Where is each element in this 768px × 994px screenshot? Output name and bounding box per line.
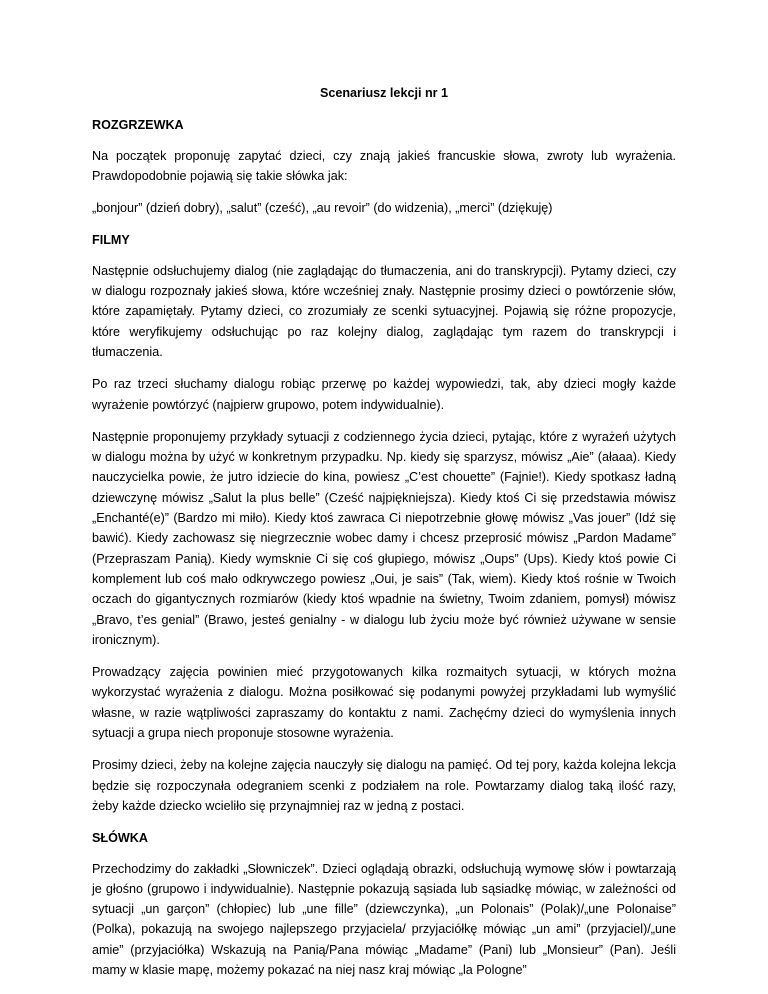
section-heading-rozgrzewka: ROZGRZEWKA bbox=[92, 118, 184, 133]
paragraph: Po raz trzeci słuchamy dialogu robiąc przerwę po każdej wypowiedzi, tak, aby dzieci mogły każde wyrażenie powtórzyć (najpierw grupowo, potem indywidualnie). bbox=[92, 377, 676, 412]
paragraph: Na początek proponuję zapytać dzieci, czy znają jakieś francuskie słowa, zwroty lub wyrażenia. Prawdopodobnie pojawią się takie słówka jak: bbox=[92, 148, 676, 183]
paragraph: Przechodzimy do zakładki „Słowniczek”. Dzieci oglądają obrazki, odsłuchują wymowę słów i powtarzają je głośno (grupowo i indywidualnie). Następnie pokazują sąsiada lub sąsiadkę mówiąc, w zależności od sytuacji „un garçon” (chłopiec) lub „une fille” (dziewczynka), „un Polonais” (Polak)/„une Polonaise” (Polka), pokazują na swojego najlepszego przyjaciela/ przyjaciółkę mówiąc „un ami” (przyjaciel)/„une amie” (przyjaciółka) Wskazują na Panią/Pana mówiąc „Madame” (Pani) lub „Monsieur” (Pan). Jeśli mamy w klasie mapę, możemy pokazać na niej nasz kraj mówiąc „la Pologne” bbox=[92, 861, 676, 977]
page-title: Scenariusz lekcji nr 1 bbox=[319, 86, 449, 100]
section-heading-slowka: SŁÓWKA bbox=[92, 831, 148, 846]
section-heading-filmy: FILMY bbox=[92, 233, 130, 248]
paragraph: „bonjour” (dzień dobry), „salut” (cześć), „au revoir” (do widzenia), „merci” (dziękuję) bbox=[92, 201, 553, 216]
paragraph: Następnie odsłuchujemy dialog (nie zaglądając do tłumaczenia, ani do transkrypcji). Pytamy dzieci, czy w dialogu rozpoznały jakieś słowa, które wcześniej znały. Następnie prosimy dzieci o powtórzenie słów, które zapamiętały. Pytamy dzieci, co zrozumiały ze scenki sytuacyjnej. Pojawią się różne propozycje, które weryfikujemy odsłuchując po raz kolejny dialog, zaglądając tym razem do transkrypcji i tłumaczenia. bbox=[92, 263, 676, 359]
paragraph: Prowadzący zajęcia powinien mieć przygotowanych kilka rozmaitych sytuacji, w których można wykorzystać wyrażenia z dialogu. Można posiłkować się podanymi powyżej przykładami lub wymyślić własne, w razie wątpliwości zapraszamy do kontaktu z nami. Zachęćmy dzieci do wymyślenia innych sytuacji a grupa niech proponuje stosowne wyrażenia. bbox=[92, 665, 676, 741]
paragraph: Prosimy dzieci, żeby na kolejne zajęcia nauczyły się dialogu na pamięć. Od tej pory, każda kolejna lekcja będzie się rozpoczynała odegraniem scenki z podziałem na role. Powtarzamy dialog taką ilość razy, żeby każde dziecko wcieliło się przynajmniej raz w jedną z postaci. bbox=[92, 758, 676, 813]
paragraph: Następnie proponujemy przykłady sytuacji z codziennego życia dzieci, pytając, które z wyrażeń użytych w dialogu można by użyć w konkretnym przypadku. Np. kiedy się sparzysz, mówisz „Aie” (ałaaa). Kiedy nauczycielka powie, że jutro idziecie do kina, powiesz „C’est chouette” (Fajnie!). Kiedy spotkasz ładną dziewczynę mówisz „Salut la plus belle” (Cześć najpiękniejsza). Kiedy ktoś Ci się przedstawia mówisz „Enchanté(e)” (Bardzo mi miło). Kiedy ktoś zawraca Ci niepotrzebnie głowę mówisz „Vas jouer” (Idź się bawić). Kiedy zachowasz się niegrzecznie wobec damy i chcesz przeprosić mówisz „Pardon Madame” (Przepraszam Panią). Kiedy wymsknie Ci się coś głupiego, mówisz „Oups” (Ups). Kiedy ktoś powie Ci komplement lub coś mało odkrywczego powiesz „Oui, je sais” (Tak, wiem). Kiedy ktoś rośnie w Twoich oczach do gigantycznych rozmiarów (kiedy ktoś wpadnie na świetny, Twoim zdaniem, pomysł) mówisz „Bravo, t’es genial” (Brawo, jesteś genialny - w dialogu lub życiu może być również używane w sensie ironicznym). bbox=[92, 429, 676, 647]
